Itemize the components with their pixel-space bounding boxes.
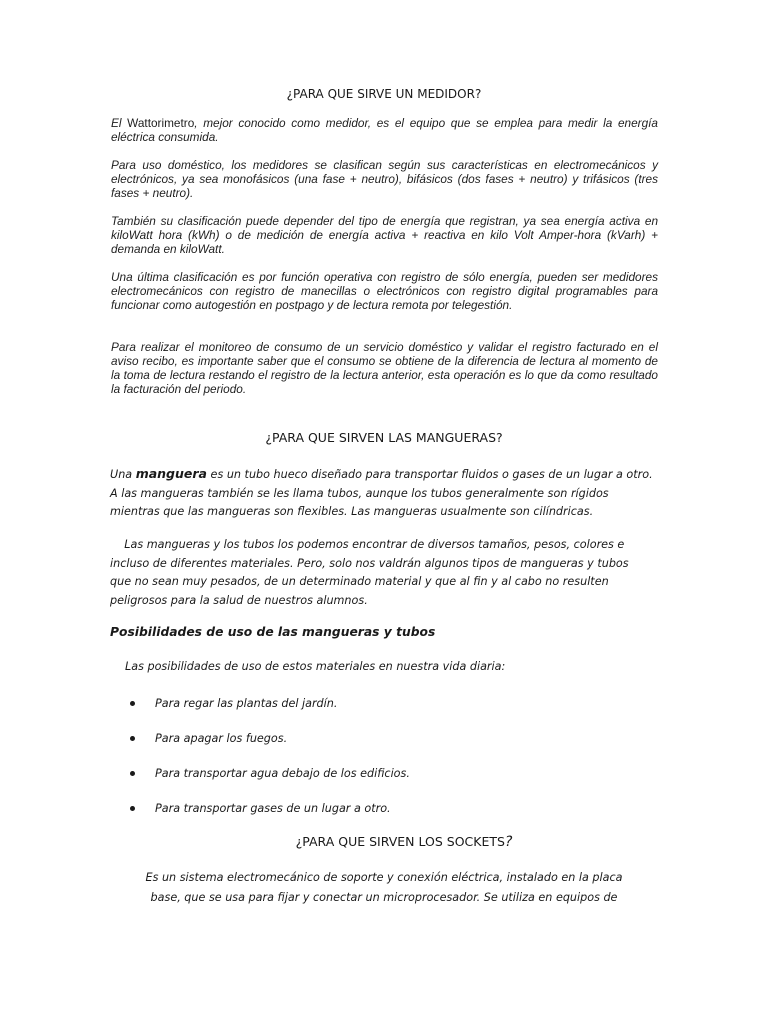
text-line: incluso de diferentes materiales. Pero, solo nos valdrán algunos tipos de mangueras y tubos	[110, 556, 629, 570]
list-item-text: Para apagar los fuegos.	[155, 732, 288, 745]
paragraph-monitoreo: Para realizar el monitoreo de consumo de un servicio doméstico y validar el registro facturado en el aviso recibo, es importante saber que el consumo se obtiene de la diferencia de lectura al momento de la toma de lectura restando el registro de la lectura anterior, esta operación es lo que da como resultado la facturación del periodo.	[111, 340, 658, 396]
text-span: , mejor conocido como medidor, es el equipo que se emplea para medir la energía eléctrica consumida.	[111, 116, 658, 144]
paragraph-tipo-energia: También su clasificación puede depender del tipo de energía que registran, ya sea energía activa en kiloWatt hora (kWh) o de medición de energía activa + reactiva en kilo Volt Amper-hora (kVarh) + demanda en kiloWatt.	[111, 214, 658, 256]
text-line: que no sean muy pesados, de un determinado material y que al fin y al cabo no resulten	[110, 575, 609, 588]
text-line: A las mangueras también se les llama tubos, aunque los tubos generalmente son rígidos	[110, 486, 609, 500]
bullet-icon	[130, 736, 135, 741]
list-item-text: Para transportar gases de un lugar a otro.	[155, 802, 391, 815]
paragraph-manguera-definicion	[110, 465, 653, 522]
term-manguera: manguera	[135, 466, 207, 481]
term-wattorimetro: Wattorimetro	[127, 116, 195, 130]
intro-posibilidades: Las posibilidades de uso de estos materiales en nuestra vida diaria:	[125, 660, 506, 673]
paragraph-sockets	[110, 868, 658, 908]
text-line: es un tubo hueco diseñado para transportar fluidos o gases de un lugar a otro.	[207, 468, 653, 481]
list-item-text: Para regar las plantas del jardín.	[155, 697, 338, 710]
text-line: Es un sistema electromecánico de soporte y conexión eléctrica, instalado en la placa	[145, 871, 623, 884]
paragraph-clasificacion: Para uso doméstico, los medidores se clasifican según sus características en electromecánicos y electrónicos, ya sea monofásicos (una fase + neutro), bifásicos (dos fases + neutro) y trifásicos (tres fases + neutro).	[111, 158, 658, 200]
section-title-sockets-text: ¿PARA QUE SIRVEN LOS SOCKETS	[295, 834, 505, 849]
paragraph-wattorimetro	[111, 116, 658, 144]
text-line: mientras que las mangueras son flexibles. Las mangueras usualmente son cilíndricas.	[110, 505, 594, 518]
subheading-posibilidades: Posibilidades de uso de las mangueras y tubos	[110, 625, 436, 639]
text-line: peligrosos para la salud de nuestros alumnos.	[110, 593, 368, 607]
paragraph-mangueras-tipos	[110, 536, 629, 610]
section-title-sockets	[20, 834, 768, 850]
text-line: base, que se usa para fijar y conectar un microprocesador. Se utiliza en equipos de	[150, 891, 618, 904]
bullet-icon	[130, 806, 135, 811]
section-title-sockets-qmark: ?	[504, 834, 513, 850]
bullet-icon	[130, 771, 135, 776]
text-span: El	[111, 116, 128, 130]
text-span: Una	[110, 468, 136, 481]
list-item-text: Para transportar agua debajo de los edificios.	[155, 767, 410, 780]
section-title-medidor: ¿PARA QUE SIRVE UN MEDIDOR?	[286, 87, 482, 101]
section-title-mangueras: ¿PARA QUE SIRVEN LAS MANGUERAS?	[265, 430, 503, 445]
text-line: Las mangueras y los tubos los podemos encontrar de diversos tamaños, pesos, colores e	[110, 538, 625, 551]
paragraph-funcion-operativa: Una última clasificación es por función operativa con registro de sólo energía, pueden ser medidores electromecánicos con registro de manecillas o electrónicos con registro digital programables para funcionar como autogestión en postpago y de lectura remota por telegestión.	[111, 270, 658, 312]
bullet-icon	[130, 701, 135, 706]
